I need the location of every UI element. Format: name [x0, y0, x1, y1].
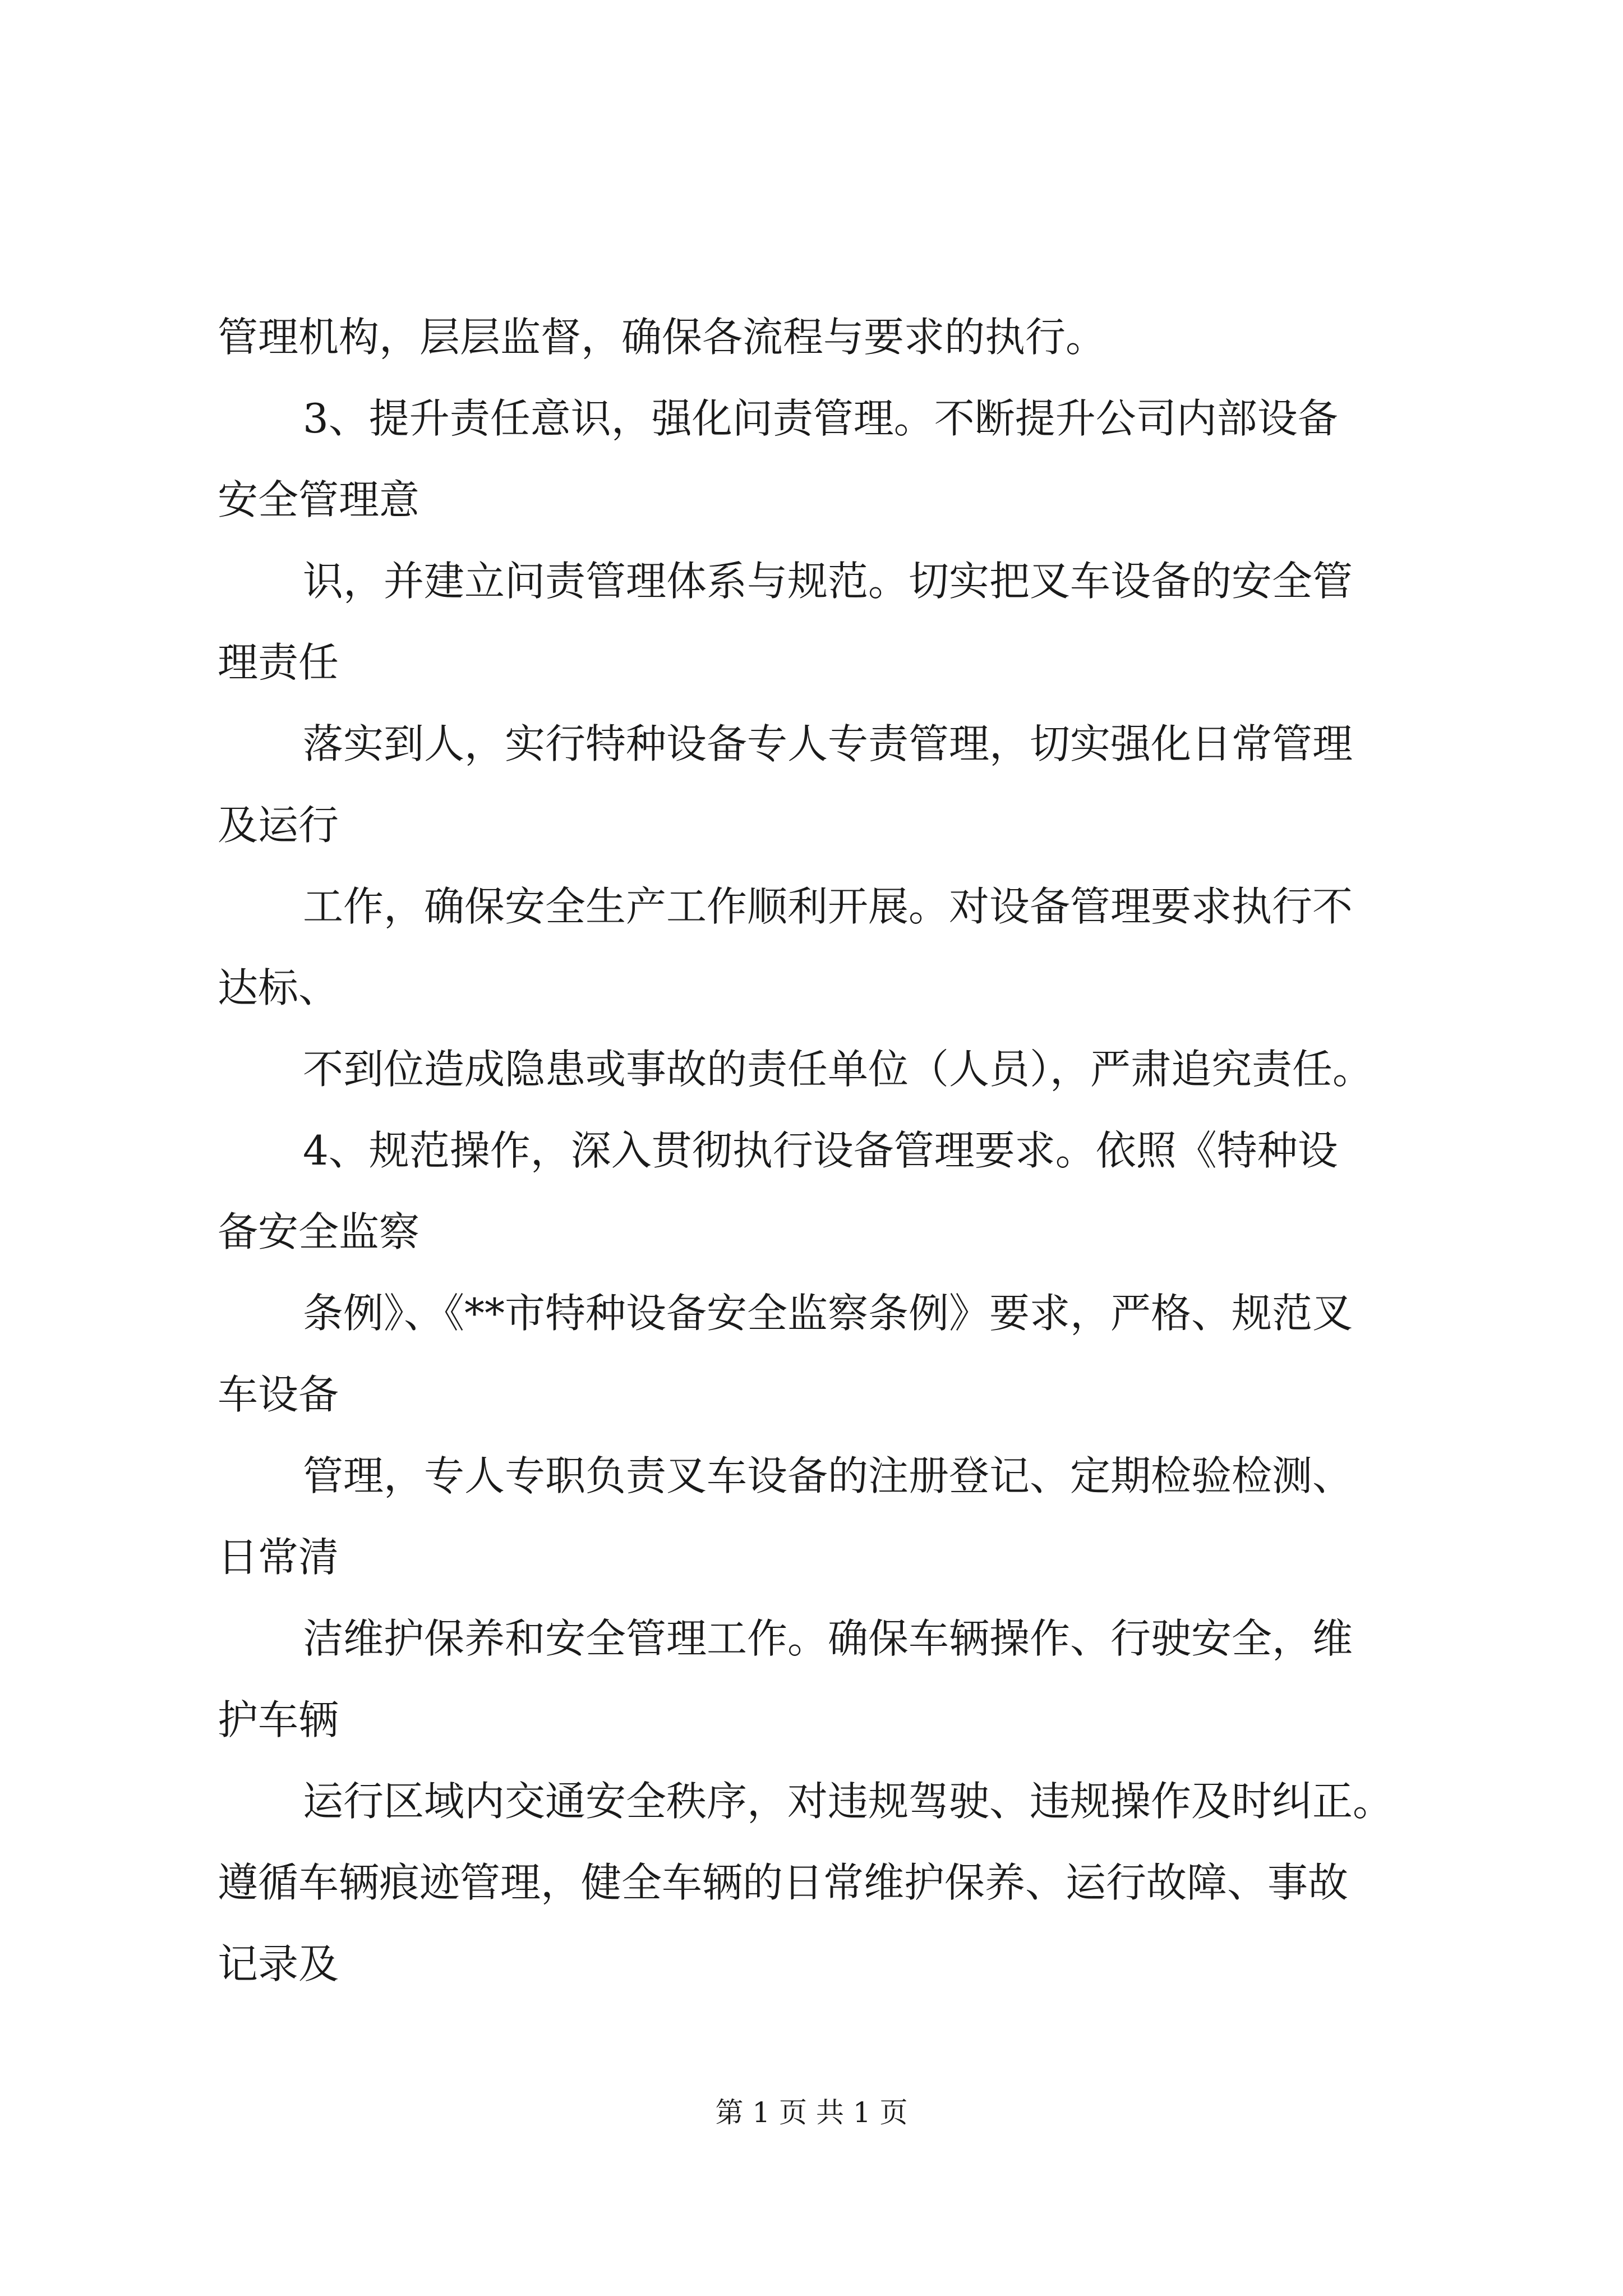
text-line: 不到位造成隐患或事故的责任单位（人员），严肃追究责任。	[303, 1046, 1373, 1093]
text-line: 理责任	[218, 639, 339, 686]
text-line: 遵循车辆痕迹管理，健全车辆的日常维护保养、运行故障、事故	[218, 1859, 1349, 1906]
text-line: 洁维护保养和安全管理工作。确保车辆操作、行驶安全，维	[303, 1615, 1353, 1662]
page-footer: 第 1 页 共 1 页	[715, 2096, 908, 2129]
text-line: 管理，专人专职负责叉车设备的注册登记、定期检验检测、	[303, 1452, 1353, 1499]
text-line: 及运行	[218, 802, 339, 849]
text-line: 达标、	[218, 964, 339, 1011]
text-line: 管理机构，层层监督，确保各流程与要求的执行。	[218, 314, 1106, 361]
text-line: 识，并建立问责管理体系与规范。切实把叉车设备的安全管	[303, 558, 1353, 605]
text-line: 4、规范操作，深入贯彻执行设备管理要求。依照《特种设	[303, 1127, 1338, 1174]
text-line: 记录及	[218, 1940, 339, 1987]
text-line: 运行区域内交通安全秩序，对违规驾驶、违规操作及时纠正。	[303, 1778, 1394, 1825]
text-line: 护车辆	[218, 1696, 339, 1743]
text-line: 车设备	[218, 1371, 339, 1418]
text-line: 落实到人，实行特种设备专人专责管理，切实强化日常管理	[303, 720, 1353, 767]
text-line: 工作，确保安全生产工作顺利开展。对设备管理要求执行不	[303, 883, 1353, 930]
text-line: 安全管理意	[218, 476, 420, 523]
text-line: 条例》、《**市特种设备安全监察条例》要求，严格、规范叉	[303, 1290, 1353, 1337]
text-line: 日常清	[218, 1534, 339, 1581]
text-line: 3、提升责任意识，强化问责管理。不断提升公司内部设备	[303, 395, 1338, 442]
text-line: 备安全监察	[218, 1208, 420, 1255]
